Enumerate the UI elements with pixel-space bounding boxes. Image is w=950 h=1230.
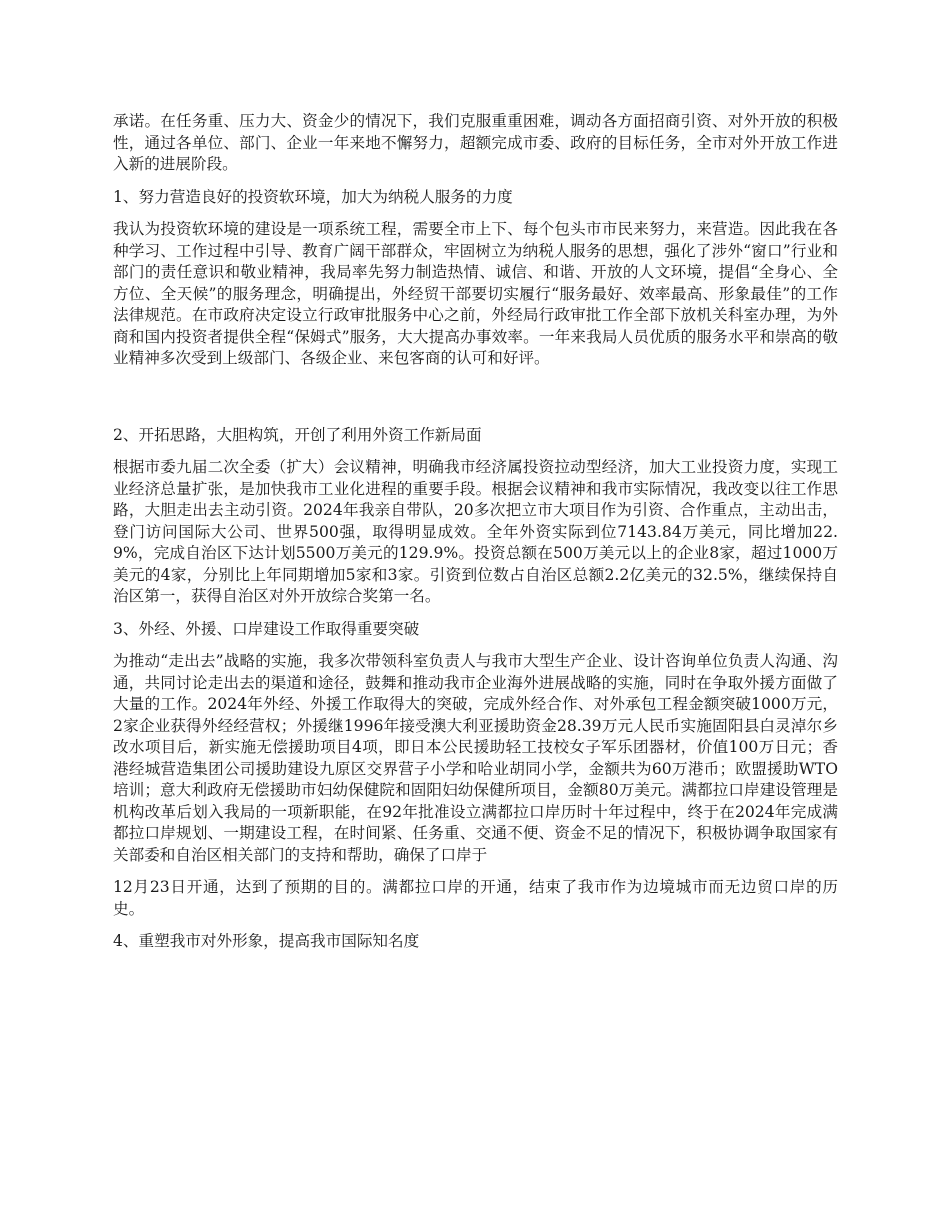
body-paragraph: 为推动“走出去”战略的实施，我多次带领科室负责人与我市大型生产企业、设计咨询单位负责人沟通、沟通，共同讨论走出去的渠道和途径，鼓舞和推动我市企业海外进展战略的实施，同时在争取外援方面做了大量的工作。2024年外经、外援工作取得大的突破，完成外经合作、对外承包工程金额突破1000万元，2家企业获得外经经营权；外援继1996年接受澳大利亚援助资金28.39万元人民币实施固阳县白灵淖尔乡改水项目后，新实施无偿援助项目4项，即日本公民援助轻工技校女子军乐团器材，价值100万日元；香港经城营造集团公司援助建设九原区交界营子小学和哈业胡同小学，金额共为60万港币；欧盟援助WTO培训；意大利政府无偿援助市妇幼保健院和固阳妇幼保健所项目，金额80万美元。满都拉口岸建设管理是机构改革后划入我局的一项新职能，在92年批准设立满都拉口岸历时十年过程中，终于在2024年完成满都拉口岸规划、一期建设工程，在时间紧、任务重、交通不便、资金不足的情况下，积极协调争取国家有关部委和自治区相关部门的支持和帮助，确保了口岸于: [113, 652, 838, 864]
section-heading-2: 2、开拓思路，大胆构筑，开创了利用外资工作新局面: [113, 425, 482, 444]
body-paragraph: 根据市委九届二次全委（扩大）会议精神，明确我市经济属投资拉动型经济，加大工业投资力度，实现工业经济总量扩张，是加快我市工业化进程的重要手段。根据会议精神和我市实际情况，我改变以往工作思路，大胆走出去主动引资。2024年我亲自带队，20多次把立市大项目作为引资、合作重点，主动出击，登门访问国际大公司、世界500强，取得明显成效。全年外资实际到位7143.84万美元，同比增加22.9%，完成自治区下达计划5500万美元的129.9%。投资总额在500万美元以上的企业8家，超过1000万美元的4家，分别比上年同期增加5家和3家。引资到位数占自治区总额2.2亿美元的32.5%，继续保持自治区第一，获得自治区对外开放综合奖第一名。: [113, 458, 838, 605]
body-paragraph: 12月23日开通，达到了预期的目的。满都拉口岸的开通，结束了我市作为边境城市而无边贸口岸的历史。: [113, 878, 838, 918]
body-paragraph: 承诺。在任务重、压力大、资金少的情况下，我们克服重重困难，调动各方面招商引资、对外开放的积极性，通过各单位、部门、企业一年来地不懈努力，超额完成市委、政府的目标任务，全市对外开放工作进入新的进展阶段。: [113, 112, 838, 173]
section-heading-1: 1、努力营造良好的投资软环境，加大为纳税人服务的力度: [113, 187, 513, 206]
section-heading-3: 3、外经、外援、口岸建设工作取得重要突破: [113, 619, 420, 638]
blank-space: [113, 381, 838, 425]
body-paragraph: 我认为投资软环境的建设是一项系统工程，需要全市上下、每个包头市市民来努力，来营造。因此我在各种学习、工作过程中引导、教育广阔干部群众，牢固树立为纳税人服务的思想，强化了涉外“窗口”行业和部门的责任意识和敬业精神，我局率先努力制造热情、诚信、和谐、开放的人文环境，提倡“全身心、全方位、全天候”的服务理念，明确提出，外经贸干部要切实履行“服务最好、效率最高、形象最佳”的工作法律规范。在市政府决定设立行政审批服务中心之前，外经局行政审批工作全部下放机关科室办理，为外商和国内投资者提供全程“保姆式”服务，大大提高办事效率。一年来我局人员优质的服务水平和崇高的敬业精神多次受到上级部门、各级企业、来包客商的认可和好评。: [113, 220, 838, 367]
section-heading-4: 4、重塑我市对外形象，提高我市国际知名度: [113, 932, 420, 950]
